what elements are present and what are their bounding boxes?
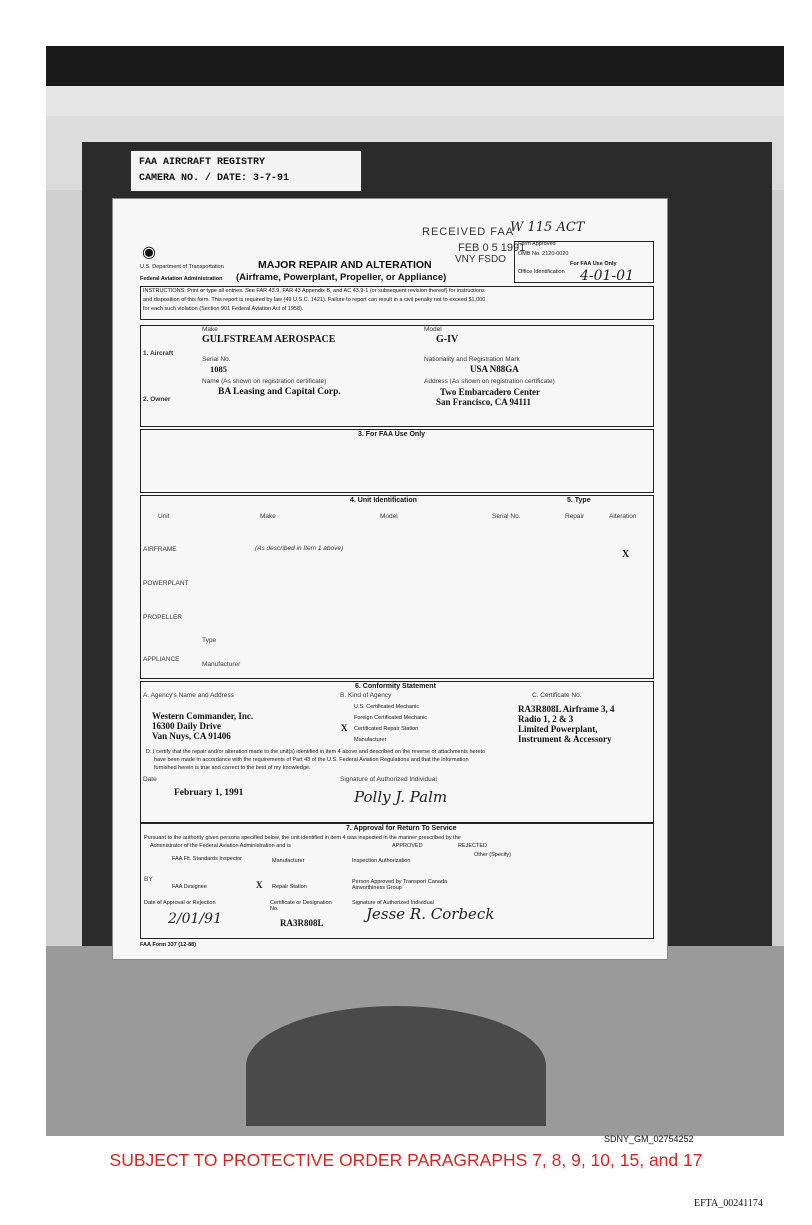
owner-address-label: Address (As shown on registration certificate) <box>424 378 555 385</box>
rejected-label: REJECTED <box>458 843 488 849</box>
approval-para1: Pursuant to the authority given persons specified below, the unit identified in item 4 was inspected in the manner prescribed by the <box>144 835 461 841</box>
owner-address1: Two Embarcadero Center <box>440 387 540 397</box>
approval-cert: RA3R808L <box>280 918 324 928</box>
protective-order-notice: SUBJECT TO PROTECTIVE ORDER PARAGRAPHS 7, 8, 9, 10, 15, and 17 <box>109 1150 703 1170</box>
owner-name-value: BA Leasing and Capital Corp. <box>218 387 341 397</box>
instructions-line3: for each such violation (Section 901 Federal Aviation Act of 1958). <box>143 306 304 312</box>
kind1: U.S. Certificated Mechanic <box>354 704 420 710</box>
agency-name: U.S. Department of Transportation <box>140 264 224 270</box>
repair-station-mark: X <box>256 880 263 890</box>
by-label: BY <box>144 876 153 883</box>
row-propeller: PROPELLER <box>143 614 183 621</box>
model-value: G-IV <box>436 334 459 345</box>
cert-label: C. Certificate No. <box>532 692 582 699</box>
approval-date-label: Date of Approval or Rejection <box>144 900 216 906</box>
col-repair: Repair <box>565 513 585 520</box>
form-subtitle: (Airframe, Powerplant, Propeller, or Appliance) <box>236 272 447 283</box>
omb-number: OMB No. 2120-0020 <box>518 251 569 257</box>
form-title: MAJOR REPAIR AND ALTERATION <box>258 259 432 271</box>
office-id-value: 4-01-01 <box>580 268 634 284</box>
col-serial: Serial No. <box>492 513 521 520</box>
instructions-line1: INSTRUCTIONS: Print or type all entries. See FAR 43.9, FAR 43 Appendix B, and AC 43.9-1 (or subsequent revision thereof) for instructions <box>143 288 485 294</box>
approval-sig-label: Signature of Authorized Individual <box>352 900 434 906</box>
approval-cert-label: Certificate or Designation No. <box>270 900 332 912</box>
agency-line3: Van Nuys, CA 91406 <box>152 731 231 741</box>
airframe-description: (As described in Item 1 above) <box>255 545 344 552</box>
model-label: Model <box>424 326 442 333</box>
ia-label: Inspection Authorization <box>352 858 411 864</box>
cert-line3: Limited Powerplant, <box>518 724 598 734</box>
approval-date: 2/01/91 <box>168 911 222 927</box>
faa-use-title: 3. For FAA Use Only <box>358 431 426 438</box>
kind-mark: X <box>341 723 348 733</box>
camera-line1: FAA AIRCRAFT REGISTRY <box>139 157 266 168</box>
type-title: 5. Type <box>567 497 591 504</box>
make-label: Make <box>202 326 218 333</box>
fsi-label: FAA Flt. Standards Inspector <box>172 856 243 862</box>
appliance-type-label: Type <box>202 637 217 644</box>
conformity-date: February 1, 1991 <box>174 788 244 798</box>
agency-line1: Western Commander, Inc. <box>152 711 254 721</box>
approval-signature: Jesse R. Corbeck <box>366 905 495 923</box>
owner-section-label: 2. Owner <box>143 396 171 403</box>
conformity-title: 6. Conformity Statement <box>355 683 436 690</box>
approved-label: APPROVED <box>392 843 423 849</box>
conformity-sig-label: Signature of Authorized Individual <box>340 776 437 783</box>
make-value: GULFSTREAM AEROSPACE <box>202 334 336 345</box>
form-number: FAA Form 337 (12-88) <box>140 942 197 948</box>
efta-number: EFTA_00241174 <box>694 1198 763 1209</box>
unit-id-box <box>140 495 654 679</box>
col-alteration: Alteration <box>609 513 637 520</box>
row-appliance: APPLIANCE <box>143 656 180 663</box>
serial-label: Serial No. <box>202 356 231 363</box>
faa-use-box <box>140 429 654 493</box>
form-approved: Form Approved <box>518 241 556 247</box>
unit-id-title: 4. Unit Identification <box>350 497 417 504</box>
kind4: Manufacturer <box>354 737 387 743</box>
stamp-office: VNY FSDO <box>455 254 506 265</box>
instructions-line2: and disposition of this form. This report is required by law (49 U.S.C. 1421). Failure to report can result in a civil penalty not to exceed $1,000 <box>143 297 486 303</box>
owner-address2: San Francisco, CA 94111 <box>436 397 532 407</box>
conformity-signature: Polly J. Palm <box>354 788 448 806</box>
approval-para2: Administrator of the Federal Aviation Administration and is <box>150 843 291 849</box>
camera-line2: CAMERA NO. / DATE: 3-7-91 <box>139 173 290 184</box>
faa-use-only: For FAA Use Only <box>570 261 617 267</box>
certify-line3: furnished herein is true and correct to the best of my knowledge. <box>154 765 311 771</box>
row-airframe: AIRFRAME <box>143 546 177 553</box>
designee-label: FAA Designee <box>172 884 207 890</box>
manufacturer-label: Manufacturer <box>272 858 305 864</box>
nationality-label: Nationality and Registration Mark <box>424 356 520 363</box>
col-unit: Unit <box>158 513 170 520</box>
scan-bottom-dark <box>246 1006 546 1126</box>
kind2: Foreign Certificated Mechanic <box>354 715 428 721</box>
kind3: Certificated Repair Station <box>354 726 419 732</box>
bates-number: SDNY_GM_02754252 <box>604 1134 694 1144</box>
office-id-label: Office Identification <box>518 269 565 275</box>
agency-name-2: Federal Aviation Administration <box>140 276 223 282</box>
approval-title: 7. Approval for Return To Service <box>346 825 457 832</box>
col-model: Model <box>380 513 398 520</box>
camera-registry-box <box>130 150 362 192</box>
conformity-date-label: Date <box>143 776 157 783</box>
certify-line2: have been made in accordance with the requirements of Part 43 of the U.S. Federal Aviation Regulations and that the information <box>154 757 469 763</box>
stamp-date: FEB 0 5 1991 <box>458 242 526 254</box>
aircraft-section-label: 1. Aircraft <box>143 350 174 357</box>
nationality-value: USA N88GA <box>470 364 519 374</box>
stamp-handwritten: W 115 ACT <box>510 220 585 235</box>
transport-label: Person Approved by Transport Canada Airworthiness Group <box>352 879 448 891</box>
certify-line1: D. I certify that the repair and/or alteration made to the unit(s) identified in item 4 above and described on the reverse or attachments hereto <box>146 749 486 755</box>
cert-line4: Instrument & Accessory <box>518 734 612 744</box>
scan-top-strip <box>46 86 784 116</box>
cert-line2: Radio 1, 2 & 3 <box>518 714 574 724</box>
faa-form-337 <box>140 220 654 948</box>
row-powerplant: POWERPLANT <box>143 580 189 587</box>
repair-station-label: Repair Station <box>272 884 307 890</box>
owner-name-label: Name (As shown on registration certificate) <box>202 378 327 385</box>
scan-top-band <box>46 46 784 86</box>
agency-label: A. Agency's Name and Address <box>143 692 234 699</box>
agency-line2: 16300 Daily Drive <box>152 721 221 731</box>
cert-line1: RA3R808L Airframe 3, 4 <box>518 704 615 714</box>
stamp-received: RECEIVED FAA <box>422 226 515 238</box>
col-make: Make <box>260 513 276 520</box>
dot-logo-icon: ◉ <box>142 244 156 261</box>
appliance-manufacturer-label: Manufacturer <box>202 661 241 668</box>
other-label: Other (Specify) <box>474 852 511 858</box>
kind-label: B. Kind of Agency <box>340 692 392 699</box>
serial-value: 1085 <box>210 364 227 374</box>
airframe-alteration-mark: X <box>622 549 630 560</box>
